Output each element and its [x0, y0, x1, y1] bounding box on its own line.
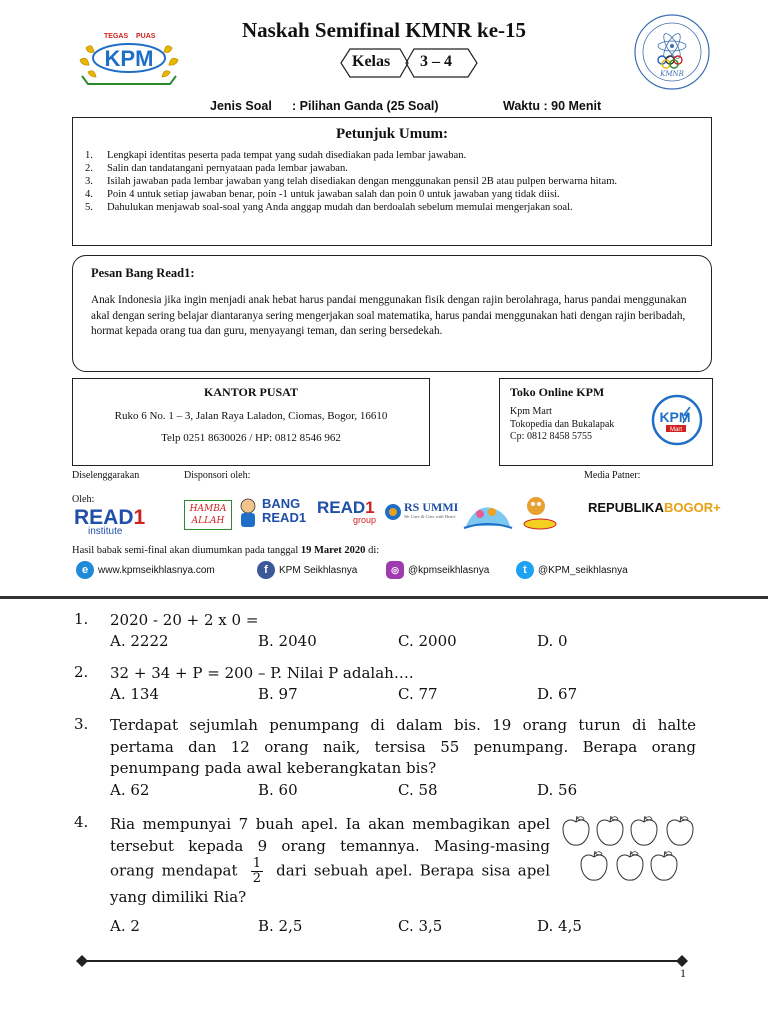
- oleh-label: Oleh:: [72, 494, 95, 505]
- read1-logo-sub: institute: [88, 526, 123, 537]
- toko-line3: Cp: 0812 8458 5755: [510, 431, 592, 442]
- read1group-logo-num: 1: [365, 498, 375, 517]
- question-text: [110, 813, 550, 908]
- option-b: B. 60: [258, 781, 298, 799]
- option-a: A. 134: [110, 685, 159, 703]
- rs-ummi-logo: [384, 500, 462, 528]
- bang-read1-logo: [236, 497, 316, 531]
- hamba-logo-line2: ALLAH: [191, 516, 225, 526]
- item-text: Poin 4 untuk setiap jawaban benar, poin -1 untuk jawaban salah dan poin 0 untuk jawaban yang tidak diisi.: [107, 189, 560, 200]
- diselenggarakan-label: Diselenggarakan: [72, 470, 140, 481]
- read1-logo-text: READ: [74, 506, 134, 529]
- kantor-heading: KANTOR PUSAT: [204, 385, 298, 399]
- page-number: 1: [680, 966, 686, 980]
- petunjuk-list: [73, 149, 711, 214]
- read1group-logo-sub: group: [353, 515, 377, 525]
- twitter-text: @KPM_seikhlasnya: [538, 564, 628, 576]
- toko-line2: Tokopedia dan Bukalapak: [510, 418, 615, 430]
- petunjuk-box: [72, 117, 712, 246]
- list-item: [85, 188, 701, 201]
- option-c: C. 58: [398, 781, 438, 799]
- browser-icon: e: [76, 561, 94, 579]
- twitter-link[interactable]: [516, 561, 628, 579]
- fraction-denominator: 2: [252, 871, 261, 886]
- website-link[interactable]: [76, 561, 215, 579]
- option-d: D. 67: [537, 685, 578, 703]
- read1group-logo-text: READ: [317, 498, 366, 517]
- bang-logo-line1: BANG: [262, 496, 301, 511]
- option-d: D. 56: [537, 781, 578, 799]
- announcement: [72, 545, 379, 556]
- option-c: C. 77: [398, 685, 438, 703]
- question-number: 4.: [74, 813, 89, 831]
- instagram-icon: ◎: [386, 561, 404, 579]
- kpm-logo-main: KPM: [104, 46, 154, 71]
- fraction: [251, 857, 263, 886]
- option-d: D. 4,5: [537, 917, 582, 935]
- kpm-mart-logo-sub: Mart: [670, 427, 682, 433]
- option-a: A. 2: [110, 917, 140, 935]
- twitter-icon: t: [516, 561, 534, 579]
- toko-box: [499, 378, 713, 466]
- jenis-soal-label: Jenis Soal: [210, 99, 272, 113]
- bogor-logo: BOGOR+: [664, 500, 721, 515]
- kelas-label: Kelas: [352, 53, 391, 70]
- jenis-soal-value: : Pilihan Ganda (25 Soal): [292, 99, 439, 113]
- item-text: Dahulukan menjawab soal-soal yang Anda anggap mudah dan berdoalah sebelum memulai mengerjakan soal.: [107, 202, 573, 213]
- question-text: Terdapat sejumlah penumpang di dalam bis. 19 orang turun di halte pertama dan 12 orang naik, tersisa 55 penumpang. Berapa orang penumpang pada awal keberangkatan bis?: [110, 716, 696, 777]
- petunjuk-heading: Petunjuk Umum:: [335, 126, 449, 142]
- option-a: A. 2222: [110, 632, 169, 650]
- kmnr-emblem: [632, 12, 712, 92]
- facebook-text: KPM Seikhlasnya: [279, 564, 358, 576]
- list-item: [85, 162, 701, 175]
- item-text: Isilah jawaban pada lembar jawaban yang telah disediakan dengan menggunakan pensil 2B atau pulpen berwarna hitam.: [107, 176, 618, 187]
- item-number: 1.: [85, 150, 93, 161]
- facebook-icon: f: [257, 561, 275, 579]
- hamba-logo-line1: HAMBA: [189, 504, 227, 514]
- instagram-text: @kpmseikhlasnya: [408, 564, 490, 576]
- kantor-address: Ruko 6 No. 1 – 3, Jalan Raya Laladon, Ciomas, Bogor, 16610: [114, 410, 388, 422]
- waterpark-logo: [462, 500, 514, 532]
- hamba-allah-logo: [184, 500, 232, 530]
- list-item: [85, 149, 701, 162]
- rsummi-logo-sub: We Care & Cure with Heart: [404, 514, 456, 519]
- toko-heading: Toko Online KPM: [510, 385, 605, 399]
- item-text: Lengkapi identitas peserta pada tempat yang sudah disediakan pada lembar jawaban.: [107, 150, 467, 161]
- kpm-logo-top-left: TEGAS: [104, 33, 129, 40]
- kpm-logo: [74, 18, 184, 98]
- website-text: www.kpmseikhlasnya.com: [98, 564, 215, 576]
- section-divider: [0, 596, 768, 599]
- read1-logo-num: 1: [133, 506, 146, 529]
- option-b: B. 2,5: [258, 917, 303, 935]
- kpm-logo-top-right: PUAS: [136, 33, 156, 40]
- option-d: D. 0: [537, 632, 568, 650]
- kpm-mart-logo: [650, 393, 704, 447]
- emblem-text: KMNR: [660, 70, 684, 78]
- option-c: C. 3,5: [398, 917, 443, 935]
- rsummi-logo-text: RS UMMI: [404, 500, 459, 514]
- question-number: 3.: [74, 715, 89, 733]
- instagram-link[interactable]: [386, 561, 489, 579]
- announce-text: Hasil babak semi-final akan diumumkan pada tanggal: [72, 545, 301, 556]
- question-number: 2.: [74, 663, 89, 681]
- announce-date: 19 Maret 2020: [300, 545, 366, 556]
- option-b: B. 2040: [258, 632, 317, 650]
- kpm-mart-logo-text: KPM: [659, 409, 691, 425]
- question-text-part1: Ria mempunyai 7 buah apel. Ia akan membagikan apel tersebut kepada 9 orang temannya. Masing-masing orang mendapat: [110, 815, 550, 880]
- item-number: 5.: [85, 202, 93, 213]
- disponsori-label: Disponsori oleh:: [184, 470, 251, 481]
- item-number: 2.: [85, 163, 93, 174]
- question-text-part2: dari sebuah apel. Berapa sisa apel yang dimiliki Ria?: [110, 861, 550, 906]
- question-number: 1.: [74, 610, 89, 628]
- item-text: Salin dan tandatangani pernyataan pada lembar jawaban.: [107, 163, 348, 174]
- option-c: C. 2000: [398, 632, 457, 650]
- footer-line: [82, 960, 682, 962]
- item-number: 4.: [85, 189, 93, 200]
- read1-institute-logo: [74, 506, 154, 542]
- facebook-link[interactable]: [257, 561, 357, 579]
- list-item: [85, 201, 701, 214]
- toko-line1: Kpm Mart: [510, 406, 552, 417]
- read1-group-logo: [317, 498, 383, 532]
- apples-illustration: [558, 812, 702, 890]
- pesan-heading: Pesan Bang Read1:: [91, 266, 195, 280]
- announce-suffix: di:: [365, 545, 380, 556]
- kantor-contact: Telp 0251 8630026 / HP: 0812 8546 962: [161, 432, 341, 444]
- page-title: Naskah Semifinal KMNR ke-15: [241, 18, 527, 42]
- kantor-box: [72, 378, 430, 466]
- media-partner-label: Media Patner:: [584, 470, 641, 481]
- pesan-box: [72, 255, 712, 372]
- bang-logo-line2: READ1: [262, 510, 307, 525]
- option-a: A. 62: [110, 781, 150, 799]
- republika-logo: REPUBLIKA: [588, 500, 664, 515]
- item-number: 3.: [85, 176, 93, 187]
- footer-left-diamond: [76, 955, 88, 967]
- question-text: 32 + 34 + P = 200 – P. Nilai P adalah….: [110, 664, 414, 682]
- option-b: B. 97: [258, 685, 298, 703]
- cartoon-logo: [518, 494, 560, 532]
- question-text: 2020 - 20 + 2 x 0 =: [110, 611, 259, 629]
- kelas-value: 3 – 4: [420, 53, 452, 70]
- pesan-body: Anak Indonesia jika ingin menjadi anak hebat harus pandai menggunakan fisik dengan rajin berolahraga, harus pandai menggunakan akal dengan sering belajar diantaranya sering mengerjakan soal matematika, harus pandai menggunakan hati dengan rajin beribadah, hormat kepada orang tua dan guru, menyayangi teman, dan sering bersedekah.: [91, 294, 687, 337]
- kpm-logo-bottom: IKHLAS: [115, 77, 143, 84]
- waktu: Waktu : 90 Menit: [503, 99, 602, 113]
- list-item: [85, 175, 701, 188]
- fraction-numerator: 1: [252, 856, 261, 871]
- kelas-badge: [340, 48, 478, 78]
